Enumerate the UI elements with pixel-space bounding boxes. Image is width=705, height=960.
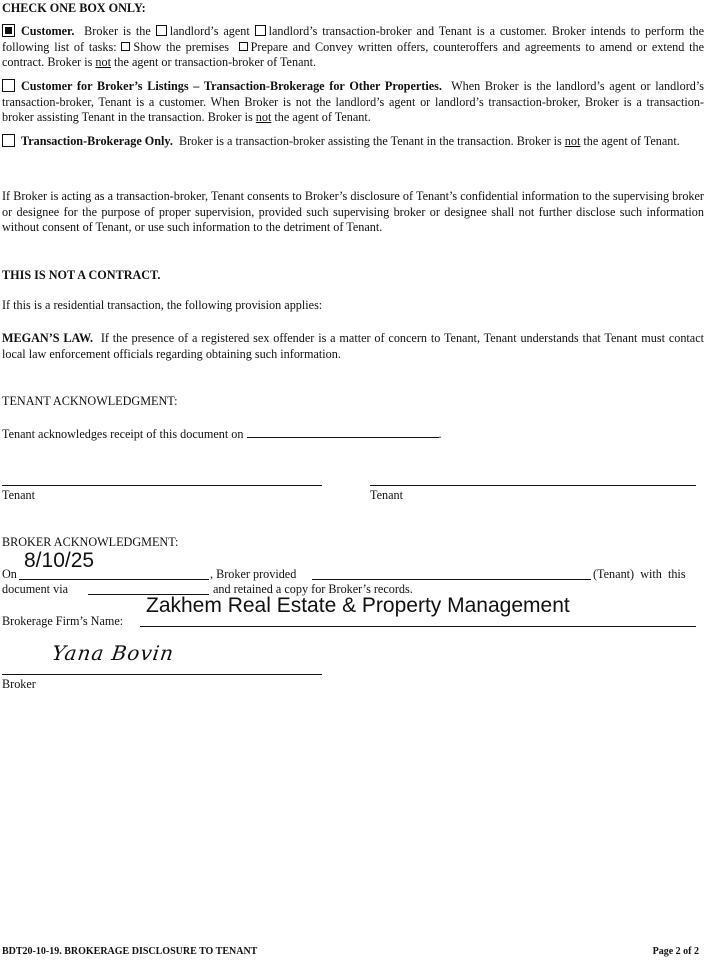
receipt-line: Tenant acknowledges receipt of this document on .: [2, 427, 442, 441]
prepare-offers-label: Prepare and Convey written offers, counteroffers and agreements to amend or extend the contract. Broker is: [2, 39, 705, 69]
provided-date-value: 8/10/25: [24, 549, 95, 572]
footer-page-number: Page 2 of 2: [652, 946, 699, 957]
option-tb-only-text-2: the agent of Tenant.: [583, 134, 680, 148]
provided-date-field[interactable]: [19, 579, 209, 580]
broker-on-label: On: [2, 567, 17, 581]
option-customer-text-2: landlord’s transaction-broker and Tenant is a customer. Broker intends to perform the following list of tasks:: [2, 24, 705, 54]
footer-form-id: BDT20-10-19. BROKERAGE DISCLOSURE TO TENANT: [2, 946, 258, 957]
not-contract-heading: THIS IS NOT A CONTRACT.: [2, 268, 161, 282]
option-listings-text-1: When Broker is the landlord’s agent or landlord’s transaction-broker, Tenant is a customer. When Broker is not the landlord’s agent or landlord’s transaction-broker, Broker is a transaction-broker assisting Tenant in the transaction. Broker is: [2, 79, 704, 124]
broker-signature-line[interactable]: [2, 674, 322, 675]
checkbox-tb-only[interactable]: [2, 134, 15, 147]
option-customer-title: Customer.: [21, 24, 75, 38]
receipt-text: Tenant acknowledges receipt of this document on: [2, 427, 244, 441]
option-customer-text-3: the agent or transaction-broker of Tenant.: [114, 55, 316, 69]
firm-name-field[interactable]: [140, 626, 696, 627]
tenant-paren-label: (Tenant) with this: [593, 567, 686, 581]
tenant-ack-heading: TENANT ACKNOWLEDGMENT:: [2, 394, 178, 408]
tenant-signature-line-1[interactable]: [2, 485, 322, 486]
tenant-name-field[interactable]: [312, 579, 591, 580]
option-customer: [2, 24, 704, 71]
broker-signature: Yana Bovin: [50, 641, 176, 665]
option-listings-text-2: the agent of Tenant.: [274, 110, 371, 124]
tenant-label-2: Tenant: [370, 488, 403, 502]
checkbox-customer[interactable]: [2, 24, 15, 37]
landlords-agent-label: landlord’s agent: [169, 24, 250, 38]
option-tb-only: [2, 134, 704, 150]
checkbox-landlords-agent[interactable]: [156, 25, 167, 36]
checkbox-show-premises[interactable]: [121, 42, 130, 51]
option-customer-text-1: Broker is the: [84, 24, 151, 38]
retained-label: and retained a copy for Broker’s records.: [213, 582, 413, 596]
broker-provided-label: , Broker provided: [210, 567, 297, 581]
tenant-label-1: Tenant: [2, 488, 35, 502]
option-listings-title: Customer for Broker’s Listings – Transaction-Brokerage for Other Properties.: [21, 79, 442, 93]
section-heading: CHECK ONE BOX ONLY:: [2, 1, 146, 15]
firm-name-label: Brokerage Firm’s Name:: [2, 614, 124, 628]
broker-label: Broker: [2, 677, 36, 691]
megans-law: [2, 331, 704, 362]
megans-law-title: MEGAN’S LAW.: [2, 331, 94, 345]
not-underlined: not: [255, 110, 272, 124]
firm-name-value: Zakhem Real Estate & Property Management: [146, 594, 570, 617]
checkbox-landlords-tb[interactable]: [255, 25, 266, 36]
tenant-signature-line-2[interactable]: [370, 485, 696, 486]
option-listings: [2, 79, 704, 126]
not-underlined: not: [564, 134, 581, 148]
option-tb-only-title: Transaction-Brokerage Only.: [21, 134, 173, 148]
show-premises-label: Show the premises: [133, 39, 229, 54]
residential-note: If this is a residential transaction, the following provision applies:: [2, 298, 323, 312]
checkbox-prepare-offers[interactable]: [239, 42, 248, 51]
checkbox-listings[interactable]: [2, 79, 15, 92]
option-tb-only-text-1: Broker is a transaction-broker assisting the Tenant in the transaction. Broker is: [178, 134, 562, 148]
not-underlined: not: [95, 55, 111, 69]
megans-law-text: If the presence of a registered sex offender is a matter of concern to Tenant, Tenant understands that Tenant must contact local law enforcement officials regarding obtaining such information.: [2, 331, 705, 361]
consent-paragraph: If Broker is acting as a transaction-broker, Tenant consents to Broker’s disclosure of Tenant’s confidential information to the supervising broker or designee for the purpose of proper supervision, provided such supervising broker or designee shall not further disclose such information without consent of Tenant, or use such information to the detriment of Tenant.: [2, 189, 704, 234]
broker-ack-heading: BROKER ACKNOWLEDGMENT:: [2, 535, 179, 549]
document-via-label: document via: [2, 582, 68, 596]
receipt-date-field[interactable]: [247, 425, 439, 438]
